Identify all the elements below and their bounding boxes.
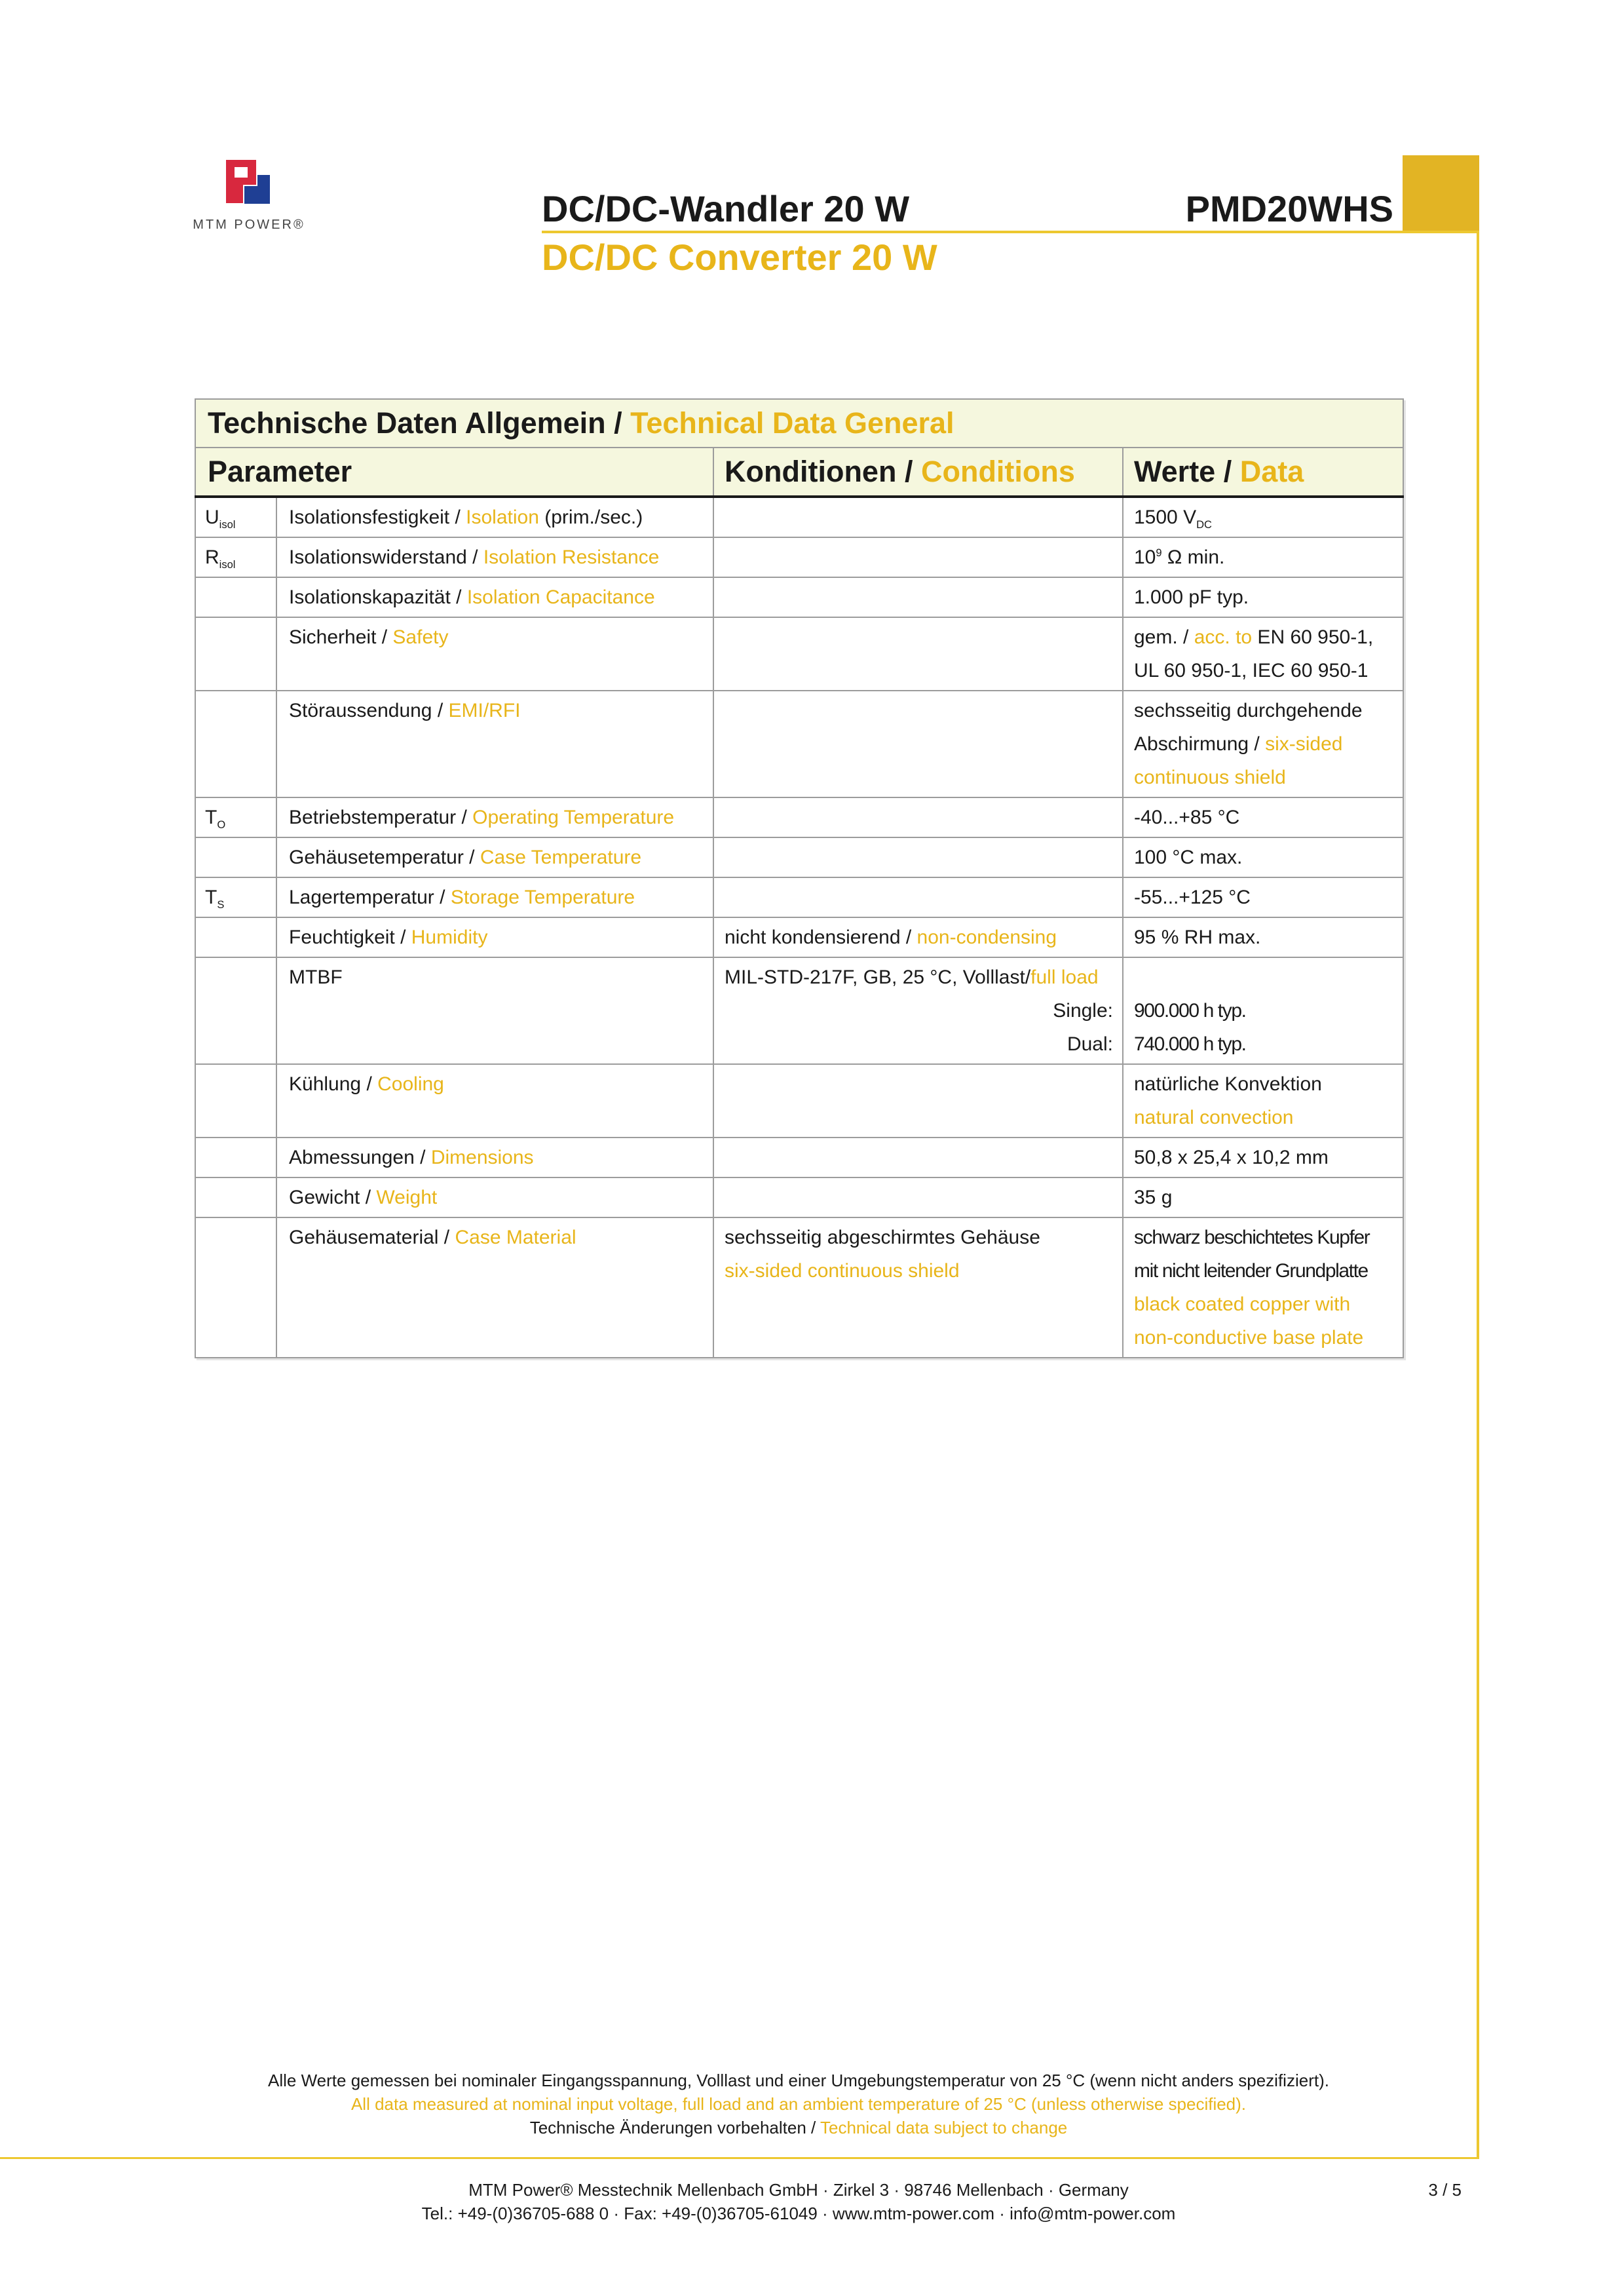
parameter-en: Operating Temperature	[472, 807, 675, 828]
parameter-en: Case Material	[455, 1227, 576, 1248]
symbol-cell	[195, 537, 276, 577]
table-row	[195, 1064, 1403, 1138]
value-cell	[1123, 617, 1403, 691]
table-row	[195, 957, 1403, 1064]
symbol-subscript: O	[217, 819, 226, 831]
value: 1500 V	[1134, 507, 1197, 528]
value-unit: Ω min.	[1161, 546, 1225, 568]
parameter-cell	[276, 577, 713, 617]
parameter-note: (prim./sec.)	[538, 507, 643, 528]
separator: /	[432, 700, 449, 721]
conditions-cell	[713, 577, 1123, 617]
value-line	[1134, 621, 1393, 654]
separator: /	[605, 406, 631, 440]
blank-line	[1134, 961, 1393, 994]
note-line-de: Alle Werte gemessen bei nominaler Eingangsspannung, Volllast und einer Umgebungstemperatur von 25 °C (wenn nicht anders spezifiziert).	[268, 2071, 1329, 2090]
table-row	[195, 617, 1403, 691]
header-values-de: Werte	[1134, 455, 1216, 488]
parameter-cell	[276, 1138, 713, 1177]
symbol: T	[205, 807, 217, 828]
symbol-cell	[195, 957, 276, 1064]
conditions-cell	[713, 537, 1123, 577]
value: 10	[1134, 546, 1156, 568]
parameter-cell	[276, 957, 713, 1064]
separator: /	[1215, 455, 1240, 488]
symbol-cell	[195, 1177, 276, 1217]
value-cell	[1123, 877, 1403, 917]
parameter: MTBF	[289, 966, 343, 988]
header-values	[1123, 448, 1403, 497]
symbol-cell	[195, 877, 276, 917]
value: 50,8 x 25,4 x 10,2 mm	[1134, 1147, 1329, 1168]
value-cell	[1123, 797, 1403, 837]
parameter-de: Betriebstemperatur	[289, 807, 457, 828]
separator: /	[456, 807, 473, 828]
value-line: natürliche Konvektion	[1134, 1073, 1322, 1095]
table-row	[195, 1177, 1403, 1217]
parameter-de: Gewicht	[289, 1187, 360, 1208]
parameter-de: Isolationswiderstand	[289, 546, 467, 568]
parameter-cell	[276, 797, 713, 837]
symbol-cell	[195, 617, 276, 691]
conditions-cell	[713, 877, 1123, 917]
logo-p-counter	[235, 167, 248, 178]
parameter-de: Kühlung	[289, 1073, 362, 1095]
parameter-de: Isolationsfestigkeit	[289, 507, 450, 528]
value-cell	[1123, 577, 1403, 617]
conditions-cell	[713, 617, 1123, 691]
separator: /	[394, 927, 411, 948]
model-number: PMD20WHS	[1185, 188, 1393, 229]
table-row	[195, 917, 1403, 957]
table-row	[195, 1138, 1403, 1177]
conditions-cell	[713, 497, 1123, 537]
parameter-en: Weight	[376, 1187, 438, 1208]
value-line-en: non-conductive base plate	[1134, 1327, 1364, 1349]
symbol-subscript: S	[217, 899, 225, 911]
page-title-en: DC/DC Converter 20 W	[542, 237, 937, 278]
symbol-cell	[195, 1217, 276, 1358]
parameter-cell	[276, 617, 713, 691]
parameter-de: Störaussendung	[289, 700, 432, 721]
value-cell	[1123, 497, 1403, 537]
value-cell	[1123, 537, 1403, 577]
parameter-en: Humidity	[411, 927, 488, 948]
note-change-disclaimer	[0, 2116, 1597, 2139]
symbol: U	[205, 507, 219, 528]
header-values-en: Data	[1239, 455, 1304, 488]
value-cell	[1123, 917, 1403, 957]
condition-line: sechsseitig abgeschirmtes Gehäuse	[725, 1227, 1040, 1248]
table-row	[195, 577, 1403, 617]
symbol-subscript: isol	[219, 519, 236, 531]
page-title-de: DC/DC-Wandler 20 W	[542, 188, 910, 229]
technical-data-table	[195, 398, 1404, 1358]
symbol-subscript: isol	[219, 559, 236, 571]
separator: /	[806, 2118, 821, 2137]
separator: /	[438, 1227, 455, 1248]
header-parameter	[195, 448, 713, 497]
value-subscript: DC	[1196, 519, 1212, 531]
symbol: R	[205, 546, 219, 568]
symbol-cell	[195, 691, 276, 797]
separator: /	[463, 847, 480, 868]
value: 95 % RH max.	[1134, 927, 1261, 948]
table-row	[195, 1217, 1403, 1358]
parameter-cell	[276, 917, 713, 957]
parameter-de: Isolationskapazität	[289, 586, 451, 608]
header-parameter-label: Parameter	[208, 455, 352, 488]
table-row	[195, 837, 1403, 877]
condition-en: non-condensing	[916, 927, 1057, 948]
header-conditions	[713, 448, 1123, 497]
table-row	[195, 797, 1403, 837]
parameter-en: Cooling	[377, 1073, 444, 1095]
page-footer	[0, 2178, 1597, 2225]
value-cell	[1123, 837, 1403, 877]
measurement-notes	[0, 2069, 1597, 2139]
value-cell	[1123, 1138, 1403, 1177]
conditions-cell	[713, 691, 1123, 797]
separator: /	[900, 927, 917, 948]
corner-accent-block	[1403, 155, 1479, 232]
note-line-en: All data measured at nominal input voltage, full load and an ambient temperature of 25 °C (unless otherwise specified).	[350, 2094, 1247, 2114]
parameter-en: Case Temperature	[480, 847, 642, 868]
value-line-en: natural convection	[1134, 1107, 1294, 1128]
parameter-cell	[276, 1217, 713, 1358]
table-row	[195, 877, 1403, 917]
condition-de: nicht kondensierend	[725, 927, 901, 948]
value-cell	[1123, 957, 1403, 1064]
separator: /	[360, 1187, 377, 1208]
conditions-cell	[713, 1217, 1123, 1358]
symbol: T	[205, 887, 217, 908]
value-de: Abschirmung /	[1134, 733, 1260, 755]
disclaimer-en: Technical data subject to change	[820, 2118, 1068, 2137]
value-en: acc. to	[1188, 626, 1253, 648]
parameter-de: Abmessungen	[289, 1147, 415, 1168]
parameter-en: EMI/RFI	[448, 700, 521, 721]
page-number: 3 / 5	[1428, 2180, 1462, 2200]
conditions-cell	[713, 1138, 1123, 1177]
condition-dual-label: Dual:	[1067, 1033, 1113, 1055]
conditions-cell	[713, 837, 1123, 877]
table-header-row	[195, 448, 1403, 497]
value-line	[1134, 727, 1393, 761]
table-row	[195, 691, 1403, 797]
value-line-en: continuous shield	[1134, 767, 1286, 788]
value-standard: EN 60 950-1,	[1252, 626, 1374, 648]
parameter-de: Feuchtigkeit	[289, 927, 395, 948]
table-caption-row	[195, 399, 1403, 448]
parameter-en: Safety	[392, 626, 449, 648]
symbol-cell	[195, 917, 276, 957]
value: 35 g	[1134, 1187, 1173, 1208]
value-line: mit nicht leitender Grundplatte	[1134, 1260, 1368, 1282]
condition-line-en: six-sided continuous shield	[725, 1260, 960, 1282]
parameter-cell	[276, 497, 713, 537]
value-en: six-sided	[1259, 733, 1343, 755]
parameter-cell	[276, 1064, 713, 1138]
separator: /	[449, 507, 466, 528]
parameter-en: Isolation Capacitance	[466, 586, 655, 608]
value-line: sechsseitig durchgehende	[1134, 700, 1363, 721]
parameter-de: Gehäusematerial	[289, 1227, 439, 1248]
mtm-power-logo	[221, 155, 274, 208]
separator: /	[414, 1147, 431, 1168]
condition-single-label: Single:	[1053, 1000, 1113, 1022]
value: 1.000 pF typ.	[1134, 586, 1249, 608]
symbol-cell	[195, 797, 276, 837]
conditions-cell	[713, 917, 1123, 957]
conditions-cell	[713, 1064, 1123, 1138]
parameter-cell	[276, 837, 713, 877]
parameter-de: Sicherheit	[289, 626, 377, 648]
symbol-cell	[195, 1138, 276, 1177]
parameter-cell	[276, 1177, 713, 1217]
conditions-cell	[713, 1177, 1123, 1217]
symbol-cell	[195, 837, 276, 877]
condition-de: MIL-STD-217F, GB, 25 °C, Volllast/	[725, 966, 1031, 988]
value-dual: 740.000 h typ.	[1134, 1033, 1246, 1055]
value-line: schwarz beschichtetes Kupfer	[1134, 1227, 1370, 1248]
value: 100 °C max.	[1134, 847, 1243, 868]
condition-en: full load	[1030, 966, 1099, 988]
parameter-en: Isolation	[466, 507, 539, 528]
footer-contact: Tel.: +49-(0)36705-688 0 · Fax: +49-(0)36705-61049 · www.mtm-power.com · info@mtm-power.com	[421, 2204, 1176, 2223]
symbol-cell	[195, 577, 276, 617]
footer-rule	[0, 2157, 1479, 2159]
value: -40...+85 °C	[1134, 807, 1240, 828]
parameter-cell	[276, 877, 713, 917]
right-accent-line	[1477, 155, 1479, 2159]
separator: /	[466, 546, 483, 568]
parameter-cell	[276, 537, 713, 577]
parameter-en: Isolation Resistance	[483, 546, 660, 568]
caption-de: Technische Daten Allgemein	[208, 406, 606, 440]
footer-address: MTM Power® Messtechnik Mellenbach GmbH · Zirkel 3 · 98746 Mellenbach · Germany	[468, 2180, 1129, 2200]
brand-name: MTM POWER®	[193, 218, 305, 232]
separator: /	[376, 626, 393, 648]
value-superscript: 9	[1156, 547, 1162, 559]
separator: /	[450, 586, 467, 608]
conditions-cell	[713, 797, 1123, 837]
parameter-cell	[276, 691, 713, 797]
condition-line	[725, 961, 1113, 994]
value-line: UL 60 950-1, IEC 60 950-1	[1134, 660, 1369, 681]
symbol-cell	[195, 1064, 276, 1138]
table-row	[195, 537, 1403, 577]
separator: /	[434, 887, 451, 908]
header-conditions-de: Konditionen	[725, 455, 897, 488]
disclaimer-de: Technische Änderungen vorbehalten	[529, 2118, 806, 2137]
value-de: gem. /	[1134, 626, 1189, 648]
parameter-de: Lagertemperatur	[289, 887, 434, 908]
value-line-en: black coated copper with	[1134, 1293, 1351, 1315]
value-cell	[1123, 1217, 1403, 1358]
symbol-cell	[195, 497, 276, 537]
table-caption	[195, 399, 1403, 448]
value-cell	[1123, 691, 1403, 797]
separator: /	[896, 455, 921, 488]
value-single: 900.000 h typ.	[1134, 1000, 1246, 1022]
title-underline	[542, 231, 1479, 233]
caption-en: Technical Data General	[630, 406, 954, 440]
table-row	[195, 497, 1403, 537]
value: -55...+125 °C	[1134, 887, 1251, 908]
parameter-en: Dimensions	[430, 1147, 534, 1168]
header-conditions-en: Conditions	[920, 455, 1075, 488]
conditions-cell	[713, 957, 1123, 1064]
parameter-en: Storage Temperature	[450, 887, 635, 908]
value-cell	[1123, 1177, 1403, 1217]
value-cell	[1123, 1064, 1403, 1138]
separator: /	[361, 1073, 378, 1095]
parameter-de: Gehäusetemperatur	[289, 847, 464, 868]
